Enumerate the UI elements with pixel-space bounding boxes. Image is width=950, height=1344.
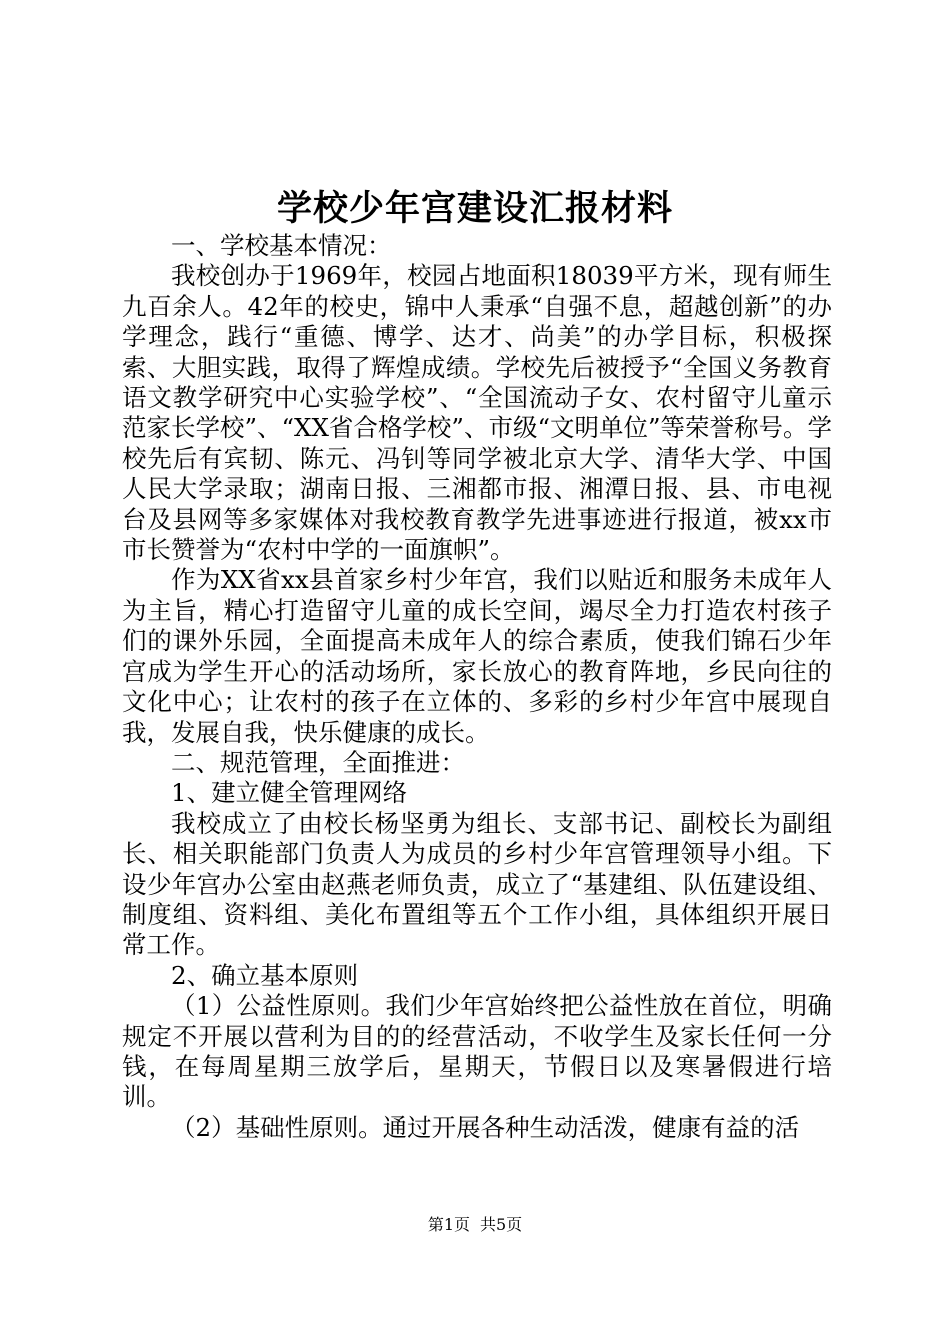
section-heading-management: 二、规范管理，全面推进： <box>171 747 465 777</box>
paragraph-youth-palace-purpose: 作为XX省xx县首家乡村少年宫，我们以贴近和服务未成年人为主旨，精心打造留守儿童的成长空间，竭尽全力打造农村孩子们的课外乐园，全面提高未成年人的综合素质，使我们锦石少年宫成为学生开心的活动场所，家长放心的教育阵地，乡民向往的文化中心；让农村的孩子在立体的、多彩的乡村少年宫中展现自我，发展自我，快乐健康的成长。 <box>122 565 832 747</box>
paragraph-school-history: 我校创办于1969年，校园占地面积18039平方米，现有师生九百余人。42年的校史，锦中人秉承“自强不息，超越创新”的办学理念，践行“重德、博学、达才、尚美”的办学目标，积极探索、大胆实践，取得了辉煌成绩。学校先后被授予“全国义务教育语文教学研究中心实验学校”、“全国流动子女、农村留守儿童示范家长学校”、“XX省合格学校”、市级“文明单位”等荣誉称号。学校先后有宾韧、陈元、冯钊等同学被北京大学、清华大学、中国人民大学录取；湖南日报、三湘都市报、湘潭日报、县、市电视台及县网等多家媒体对我校教育教学先进事迹进行报道，被xx市市长赞誉为“农村中学的一面旗帜”。 <box>122 261 833 565</box>
paragraph-public-welfare-principle: （1）公益性原则。我们少年宫始终把公益性放在首位，明确规定不开展以营利为目的的经营活动，不收学生及家长任何一分钱，在每周星期三放学后，星期天，节假日以及寒暑假进行培训。 <box>122 991 832 1112</box>
paragraph-leadership-group: 我校成立了由校长杨坚勇为组长、支部书记、副校长为副组长、相关职能部门负责人为成员的乡村少年宫管理领导小组。下设少年宫办公室由赵燕老师负责，成立了“基建组、队伍建设组、制度组、资料组、美化布置组等五个工作小组，具体组织开展日常工作。 <box>122 808 832 960</box>
page-footer <box>0 1215 950 1235</box>
page-number: 第1页 <box>427 1215 470 1234</box>
subheading-basic-principles: 2、确立基本原则 <box>171 960 359 990</box>
document-title: 学校少年宫建设汇报材料 <box>276 188 673 229</box>
section-heading-basic-info: 一、学校基本情况： <box>171 231 392 260</box>
subheading-management-network: 1、建立健全管理网络 <box>171 778 408 808</box>
page-total: 共5页 <box>480 1215 523 1234</box>
paragraph-foundation-principle: （2）基础性原则。通过开展各种生动活泼，健康有益的活 <box>171 1112 800 1142</box>
document-body <box>122 231 832 1143</box>
